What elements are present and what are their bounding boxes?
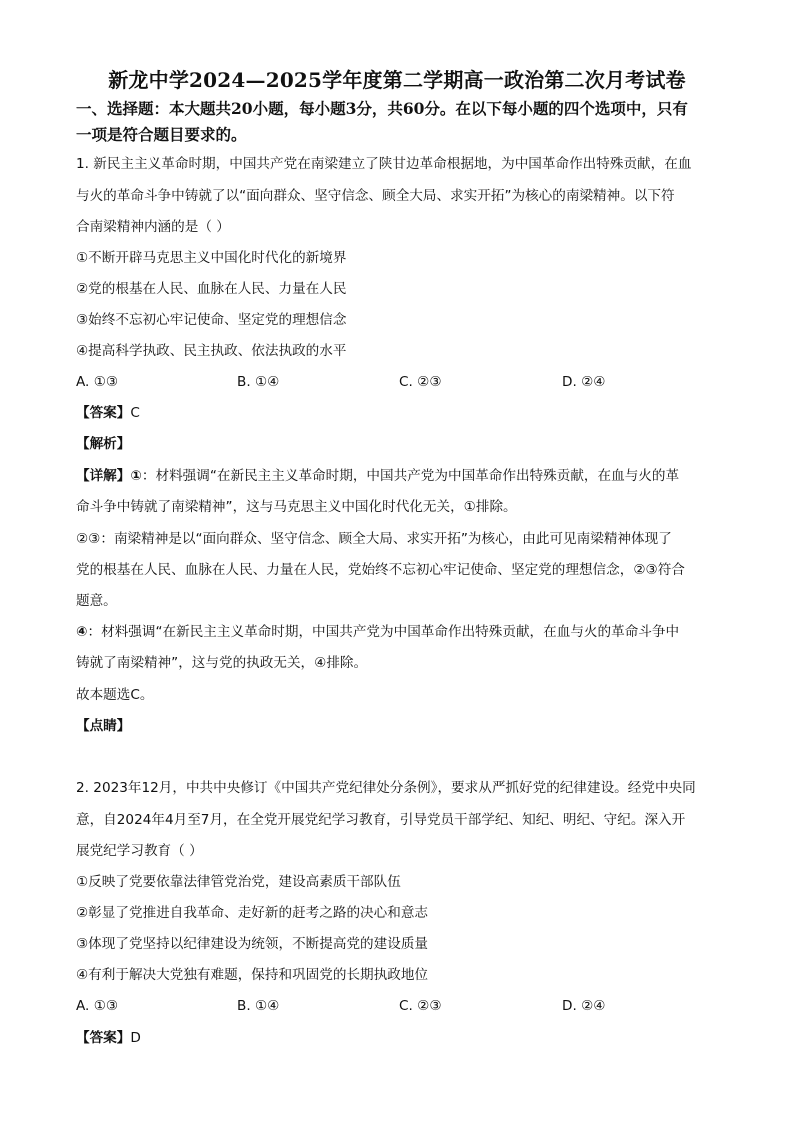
- answer-label: 【答案】: [76, 405, 131, 421]
- q2-stem-line-2: 意，自2024年4月至7月，在全党开展党纪学习教育，引导党员干部学纪、知纪、明纪、守纪。深入开: [76, 812, 686, 828]
- q1-detail-p3-line-1: [76, 622, 736, 642]
- q1-item-2: ②党的根基在人民、血脉在人民、力量在人民: [76, 281, 347, 297]
- answer-value: D: [130, 1030, 141, 1046]
- q1-stem-line-2: 与火的革命斗争中铸就了以“面向群众、坚守信念、顾全大局、求实开拓”为核心的南梁精神。以下符: [76, 188, 675, 204]
- q1-analysis-label: [76, 434, 130, 454]
- q1-detail-p1-line-1: [76, 466, 736, 486]
- section-heading-line-2: 一项是符合题目要求的。: [76, 125, 247, 144]
- q1-detail-p1-line-2: 命斗争中铸就了南梁精神”，这与马克思主义中国化时代化无关，①排除。: [76, 499, 517, 515]
- q1-item-4: ④提高科学执政、民主执政、依法执政的水平: [76, 343, 347, 359]
- q1-item-1: ①不断开辟马克思主义中国化时代化的新境界: [76, 250, 347, 266]
- q1-option-c: C. ②③: [399, 374, 442, 390]
- q2-stem-line-3: 展党纪学习教育（ ）: [76, 843, 203, 859]
- q1-option-b: B. ①④: [237, 374, 280, 390]
- q2-option-d: D. ②④: [562, 998, 606, 1014]
- q1-stem-line-1: 1. 新民主主义革命时期，中国共产党在南梁建立了陕甘边革命根据地，为中国革命作出特殊贡献，在血: [76, 156, 692, 172]
- answer-label: 【答案】: [76, 1030, 131, 1046]
- q2-answer: [76, 1028, 141, 1048]
- q2-option-b: B. ①④: [237, 998, 280, 1014]
- q2-option-c: C. ②③: [399, 998, 442, 1014]
- q1-conclusion: 故本题选C。: [76, 687, 154, 703]
- q1-option-d: D. ②④: [562, 374, 606, 390]
- q2-item-4: ④有利于解决大党独有难题，保持和巩固党的长期执政地位: [76, 967, 429, 983]
- q1-answer: [76, 403, 140, 423]
- detail-p1-text: ：材料强调“在新民主主义革命时期，中国共产党为中国革命作出特殊贡献，在血与火的革: [141, 468, 680, 484]
- q1-item-3: ③始终不忘初心牢记使命、坚定党的理想信念: [76, 312, 347, 328]
- q1-comment-label: [76, 716, 130, 736]
- q1-detail-p3-line-2: 铸就了南梁精神”，这与党的执政无关，④排除。: [76, 655, 368, 671]
- q1-detail-p2-line-3: 题意。: [76, 593, 117, 609]
- q2-item-2: ②彰显了党推进自我革命、走好新的赶考之路的决心和意志: [76, 905, 429, 921]
- q2-item-3: ③体现了党坚持以纪律建设为统领，不断提高党的建设质量: [76, 936, 429, 952]
- q1-detail-p2-line-2: 党的根基在人民、血脉在人民、力量在人民，党始终不忘初心牢记使命、坚定党的理想信念，②③符合: [76, 562, 685, 578]
- q1-stem-line-3: 合南梁精神内涵的是（ ）: [76, 219, 230, 235]
- section-heading: [76, 96, 726, 148]
- analysis-label: 【解析】: [76, 436, 131, 452]
- q2-stem-line-1: 2. 2023年12月，中共中央修订《中国共产党纪律处分条例》，要求从严抓好党的纪律建设。经党中央同: [76, 780, 696, 796]
- q2-item-1: ①反映了党要依靠法律管党治党，建设高素质干部队伍: [76, 874, 401, 890]
- page-title: 新龙中学2024—2025学年度第二学期高一政治第二次月考试卷: [108, 68, 686, 92]
- comment-label: 【点睛】: [76, 718, 131, 734]
- answer-value: C: [130, 405, 140, 421]
- q1-option-a: A. ①③: [76, 374, 119, 390]
- detail-p3-text: ：材料强调“在新民主主义革命时期，中国共产党为中国革命作出特殊贡献，在血与火的革命斗争中: [87, 624, 680, 640]
- section-heading-line-1: 一、选择题：本大题共20小题，每小题3分，共60分。在以下每小题的四个选项中，只有: [76, 99, 688, 118]
- q2-option-a: A. ①③: [76, 998, 119, 1014]
- detail-p1-marker: ①: [130, 468, 142, 484]
- q1-detail-p2-line-1: ②③：南梁精神是以“面向群众、坚守信念、顾全大局、求实开拓”为核心，由此可见南梁精神体现了: [76, 531, 672, 547]
- detail-p3-marker: ④: [76, 624, 88, 640]
- detail-label: 【详解】: [76, 468, 131, 484]
